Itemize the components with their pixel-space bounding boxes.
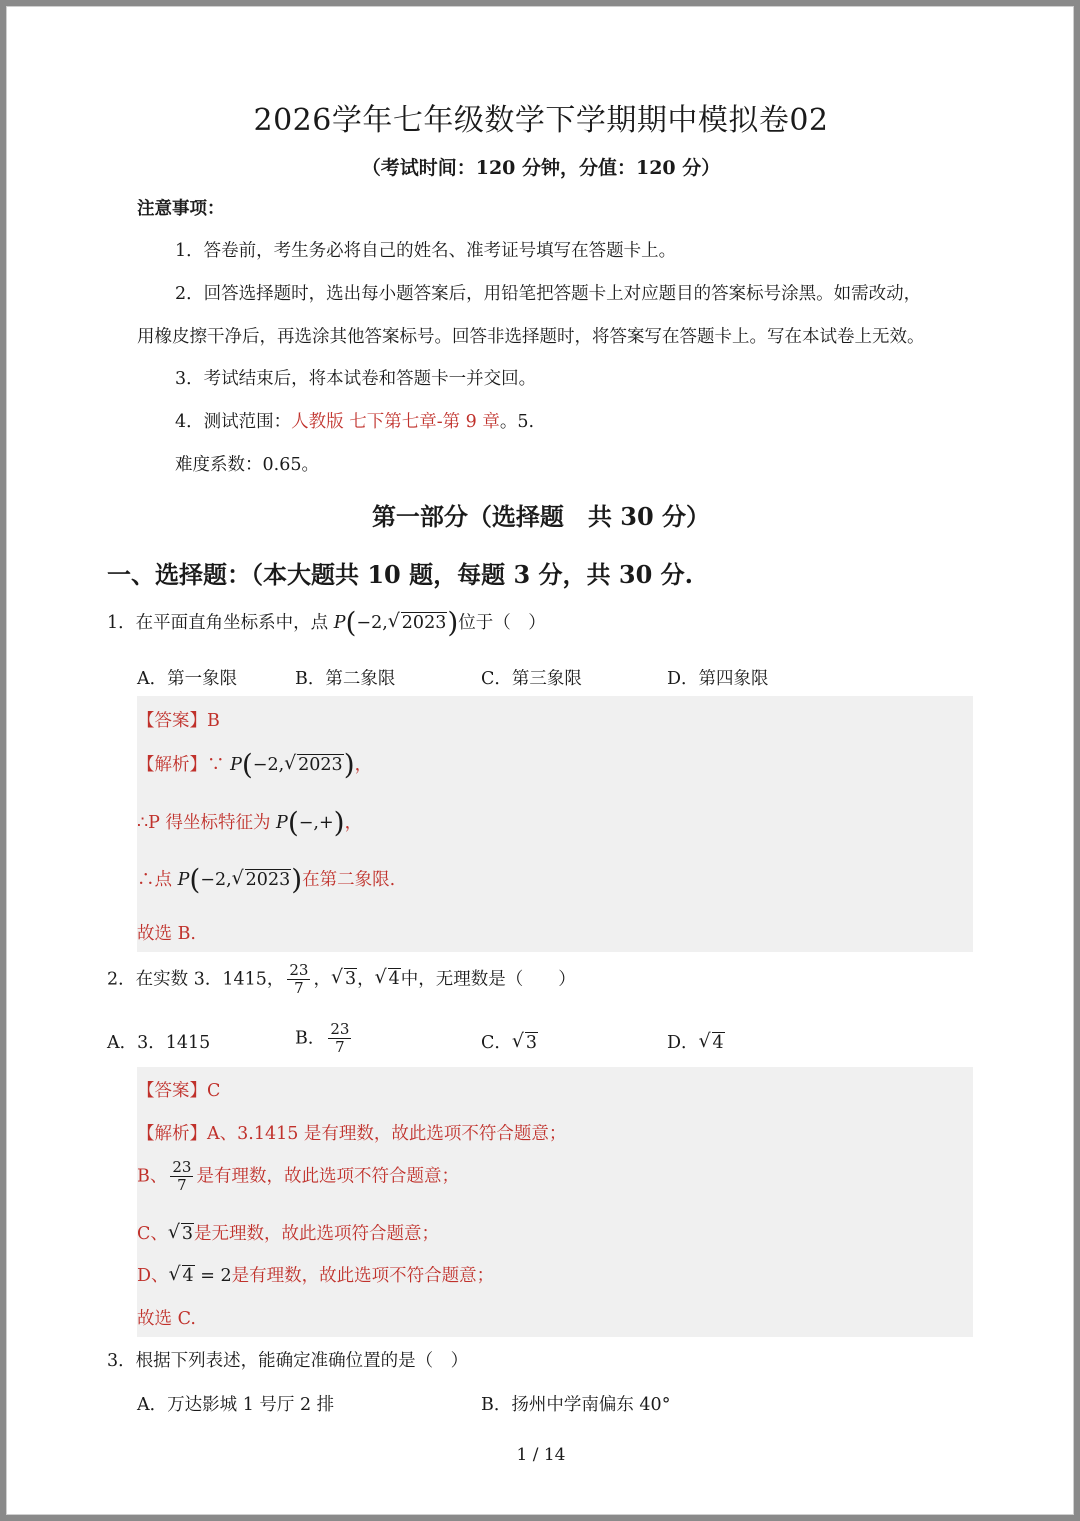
q1-analysis-2 xyxy=(137,806,363,839)
note-4-suffix: 。5. xyxy=(499,412,535,432)
q2-b-prefix: B、 xyxy=(137,1166,168,1187)
math-p: P xyxy=(276,813,288,833)
q3-option-b: B．扬州中学南偏东 40° xyxy=(481,1395,671,1415)
paren-right: ) xyxy=(447,606,459,639)
radical-sign: √ xyxy=(698,1030,711,1052)
math-p: P xyxy=(230,755,242,775)
q2-b-suffix: 是有理数，故此选项不符合题意； xyxy=(196,1166,459,1187)
q2-stem xyxy=(107,962,576,998)
sqrt-2023 xyxy=(387,610,448,633)
q1-analysis-3-tail: 在第二象限. xyxy=(302,870,396,890)
fraction-denominator: 7 xyxy=(335,1038,345,1057)
radical-sign: √ xyxy=(387,610,400,632)
q2-d-suffix: 是有理数，故此选项不符合题意； xyxy=(231,1266,495,1286)
paren-left: ( xyxy=(189,863,201,896)
radicand: 4 xyxy=(712,1033,724,1053)
q2-c-suffix: 是无理数，故此选项符合题意； xyxy=(194,1224,440,1244)
fraction-numerator: 23 xyxy=(172,1158,192,1176)
q1-conclusion: 故选 B. xyxy=(137,924,196,944)
q2-analysis-1 xyxy=(137,1120,566,1145)
sqrt-3 xyxy=(330,966,357,990)
sqrt-4 xyxy=(374,966,401,990)
q2-c-prefix: C、 xyxy=(137,1224,168,1244)
q2-analysis-d xyxy=(137,1262,494,1287)
fraction-23-7 xyxy=(328,1021,351,1057)
radical-sign: √ xyxy=(284,752,297,774)
q1-option-c: C．第三象限 xyxy=(481,669,582,689)
paren-right: ) xyxy=(333,806,345,839)
math-p: P xyxy=(177,870,190,890)
notes-heading: 注意事项： xyxy=(137,199,225,219)
q2-option-d xyxy=(667,1029,725,1054)
q2-option-b-label: B． xyxy=(295,1028,326,1049)
q3-stem: 3．根据下列表述，能确定准确位置的是（ ） xyxy=(107,1351,469,1371)
sqrt-3 xyxy=(511,1030,538,1053)
sqrt-3 xyxy=(167,1221,194,1244)
radicand: 4 xyxy=(388,969,400,990)
q1-analysis-2-text: ∴P 得坐标特征为 xyxy=(137,813,277,833)
sqrt-4 xyxy=(168,1263,195,1286)
fraction-numerator: 23 xyxy=(330,1020,350,1038)
paren-right: ) xyxy=(291,863,303,896)
sqrt-2023 xyxy=(284,752,344,775)
math-signs: −,+ xyxy=(298,813,334,833)
sqrt-2023 xyxy=(231,867,292,890)
math-neg2: −2, xyxy=(252,755,285,775)
q2-conclusion: 故选 C. xyxy=(137,1309,196,1329)
math-neg2: −2, xyxy=(200,870,232,890)
note-2-cont: 用橡皮擦干净后，再选涂其他答案标号。回答非选择题时，将答案写在答题卡上。写在本试卷上无效。 xyxy=(137,327,925,347)
q2-option-c xyxy=(481,1029,538,1054)
q2-option-b xyxy=(295,1021,354,1057)
note-3: 3．考试结束后，将本试卷和答题卡一并交回。 xyxy=(175,369,537,389)
separator: ， xyxy=(357,969,375,990)
part-heading: 第一部分（选择题 共 30 分） xyxy=(371,502,711,531)
q2-analysis-b xyxy=(137,1159,459,1195)
math-p: P xyxy=(333,613,346,633)
q1-stem-tail: 位于（ ） xyxy=(458,613,546,633)
q1-analysis-3 xyxy=(137,863,396,896)
q1-stem-text: 1．在平面直角坐标系中，点 xyxy=(107,613,334,633)
q2-answer: 【答案】C xyxy=(137,1081,221,1101)
difficulty: 难度系数：0.65。 xyxy=(175,455,319,475)
radicand: 2023 xyxy=(298,755,343,775)
q2-option-a: A．3．1415 xyxy=(107,1033,211,1053)
radicand: 4 xyxy=(182,1266,194,1286)
section-heading: 一、选择题：（本大题共 10 题，每题 3 分，共 30 分. xyxy=(107,560,693,589)
doc-subtitle: （考试时间：120 分钟，分值：120 分） xyxy=(361,157,721,179)
paren-left: ( xyxy=(287,806,299,839)
q2-stem-tail: 中，无理数是（ ） xyxy=(400,969,576,990)
radicand: 3 xyxy=(525,1033,538,1053)
radicand: 3 xyxy=(181,1224,194,1244)
note-2: 2．回答选择题时，选出每小题答案后，用铅笔把答题卡上对应题目的答案标号涂黑。如需改动， xyxy=(175,284,922,304)
q1-analysis-label: 【解析】∵ xyxy=(137,755,231,775)
note-1: 1．答卷前，考生务必将自己的姓名、准考证号填写在答题卡上。 xyxy=(175,241,677,261)
q2-stem-text: 2．在实数 3．1415， xyxy=(107,969,285,990)
test-range: 人教版 七下第七章-第 9 章 xyxy=(291,412,500,432)
radicand: 2023 xyxy=(245,870,291,890)
radicand: 3 xyxy=(344,969,357,990)
radicand: 2023 xyxy=(401,613,447,633)
q2-option-c-label: C． xyxy=(481,1033,512,1053)
q2-analysis-c xyxy=(137,1220,439,1245)
q2-answer-box xyxy=(137,1067,973,1337)
paren-right: ) xyxy=(343,748,355,781)
q2-option-d-label: D． xyxy=(667,1033,699,1053)
fraction-23-7 xyxy=(287,962,310,998)
fraction-denominator: 7 xyxy=(177,1176,187,1195)
q1-answer: 【答案】B xyxy=(137,711,220,731)
doc-title: 2026学年七年级数学下学期期中模拟卷02 xyxy=(253,103,829,138)
q3-option-a: A．万达影城 1 号厅 2 排 xyxy=(137,1395,335,1415)
radical-sign: √ xyxy=(167,1221,180,1243)
sqrt-4 xyxy=(698,1030,725,1053)
math-neg2: −2, xyxy=(356,613,388,633)
note-4 xyxy=(175,408,534,433)
radical-sign: √ xyxy=(168,1263,181,1285)
q2-analysis-a: A、3.1415 是有理数，故此选项不符合题意； xyxy=(207,1124,567,1144)
note-4-prefix: 4．测试范围： xyxy=(175,412,292,432)
separator: ， xyxy=(313,969,331,990)
q1-option-d: D．第四象限 xyxy=(667,669,769,689)
q2-analysis-label: 【解析】 xyxy=(137,1124,207,1144)
document-page xyxy=(6,6,1074,1515)
q1-option-b: B．第二象限 xyxy=(295,669,396,689)
paren-left: ( xyxy=(241,748,253,781)
paren-left: ( xyxy=(345,606,357,639)
comma: ， xyxy=(354,755,373,775)
radical-sign: √ xyxy=(231,867,244,889)
page-number: 1 / 14 xyxy=(516,1445,566,1465)
radical-sign: √ xyxy=(511,1030,524,1052)
q1-analysis-3-text: ∴点 xyxy=(137,870,178,890)
q1-option-a: A．第一象限 xyxy=(137,669,238,689)
equals-2: = 2 xyxy=(194,1266,232,1286)
fraction-denominator: 7 xyxy=(294,979,304,998)
radical-sign: √ xyxy=(330,966,344,989)
q1-analysis-1 xyxy=(137,748,373,781)
fraction-numerator: 23 xyxy=(289,961,309,979)
q2-d-prefix: D、 xyxy=(137,1266,169,1286)
comma: ， xyxy=(344,813,363,833)
fraction-23-7 xyxy=(170,1159,193,1195)
q1-stem xyxy=(107,606,546,639)
radical-sign: √ xyxy=(374,966,387,989)
